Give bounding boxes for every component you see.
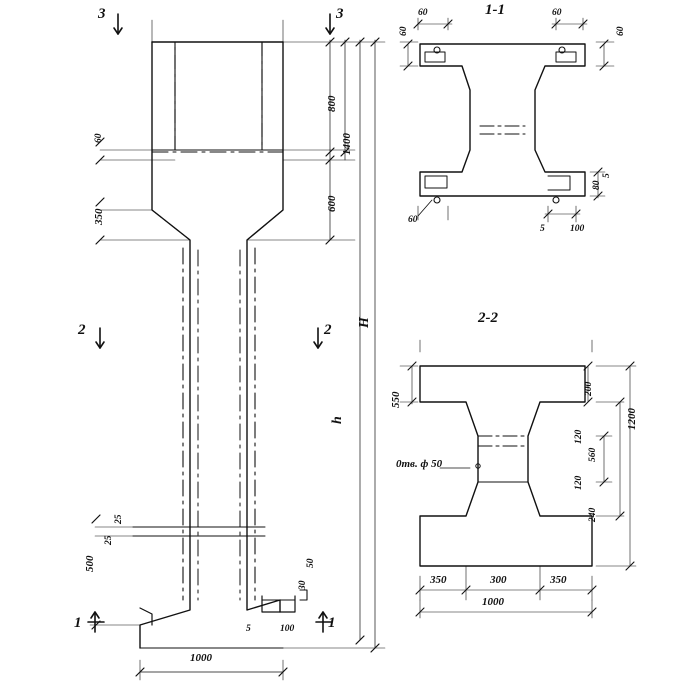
dim-550-s22: 550 [390, 391, 402, 408]
dim-h: h [330, 416, 345, 424]
dim-800: 800 [326, 95, 338, 112]
dim-1000-elevation: 1000 [190, 652, 212, 664]
dim-600: 600 [326, 195, 338, 212]
mark-2-left: 2 [78, 322, 86, 338]
dim-60-s11-tl2: 60 [399, 26, 409, 36]
mark-3-right: 3 [336, 6, 344, 22]
dim-50-small: 50 [306, 558, 316, 568]
dim-60-left: 60 [94, 133, 104, 143]
mark-2-right: 2 [324, 322, 332, 338]
dim-60-s11-tl: 60 [418, 8, 428, 18]
dim-1200-s22: 1200 [626, 408, 638, 430]
dim-1400: 1400 [341, 133, 353, 155]
mark-1-left: 1 [74, 615, 82, 631]
dim-5-elevation: 5 [246, 624, 251, 634]
dim-1000-s22: 1000 [482, 596, 504, 608]
mark-3-left: 3 [98, 6, 106, 22]
dim-100-s11: 100 [570, 224, 585, 234]
note-hole-s22: 0тв. ф 50 [396, 458, 443, 470]
dim-60-s11-tr2: 60 [616, 26, 626, 36]
section-title-2-2: 2-2 [478, 310, 498, 326]
dim-240-s22: 240 [588, 507, 598, 522]
dim-500: 500 [84, 555, 96, 572]
dim-120-a-s22: 120 [574, 429, 584, 444]
dim-560-s22: 560 [588, 447, 598, 462]
dim-100-elevation: 100 [280, 624, 295, 634]
dim-120-b-s22: 120 [574, 475, 584, 490]
dim-80-s11: 80 [592, 180, 602, 190]
dim-350: 350 [93, 208, 105, 225]
dim-25-b: 25 [114, 514, 124, 524]
dim-350-left-s22: 350 [430, 574, 447, 586]
dim-200-s22: 200 [584, 381, 594, 396]
dim-5-s11-right: 5 [602, 173, 612, 178]
section-title-1-1: 1-1 [485, 2, 505, 18]
dim-30-small: 30 [298, 580, 308, 590]
dim-60-s11-bl: 60 [408, 215, 418, 225]
dim-25-a: 25 [104, 535, 114, 545]
dim-60-s11-tr: 60 [552, 8, 562, 18]
dim-350-right-s22: 350 [550, 574, 567, 586]
dim-300-s22: 300 [490, 574, 507, 586]
dim-5-s11: 5 [540, 224, 545, 234]
dim-H: H [357, 317, 372, 328]
mark-1-right: 1 [328, 615, 336, 631]
